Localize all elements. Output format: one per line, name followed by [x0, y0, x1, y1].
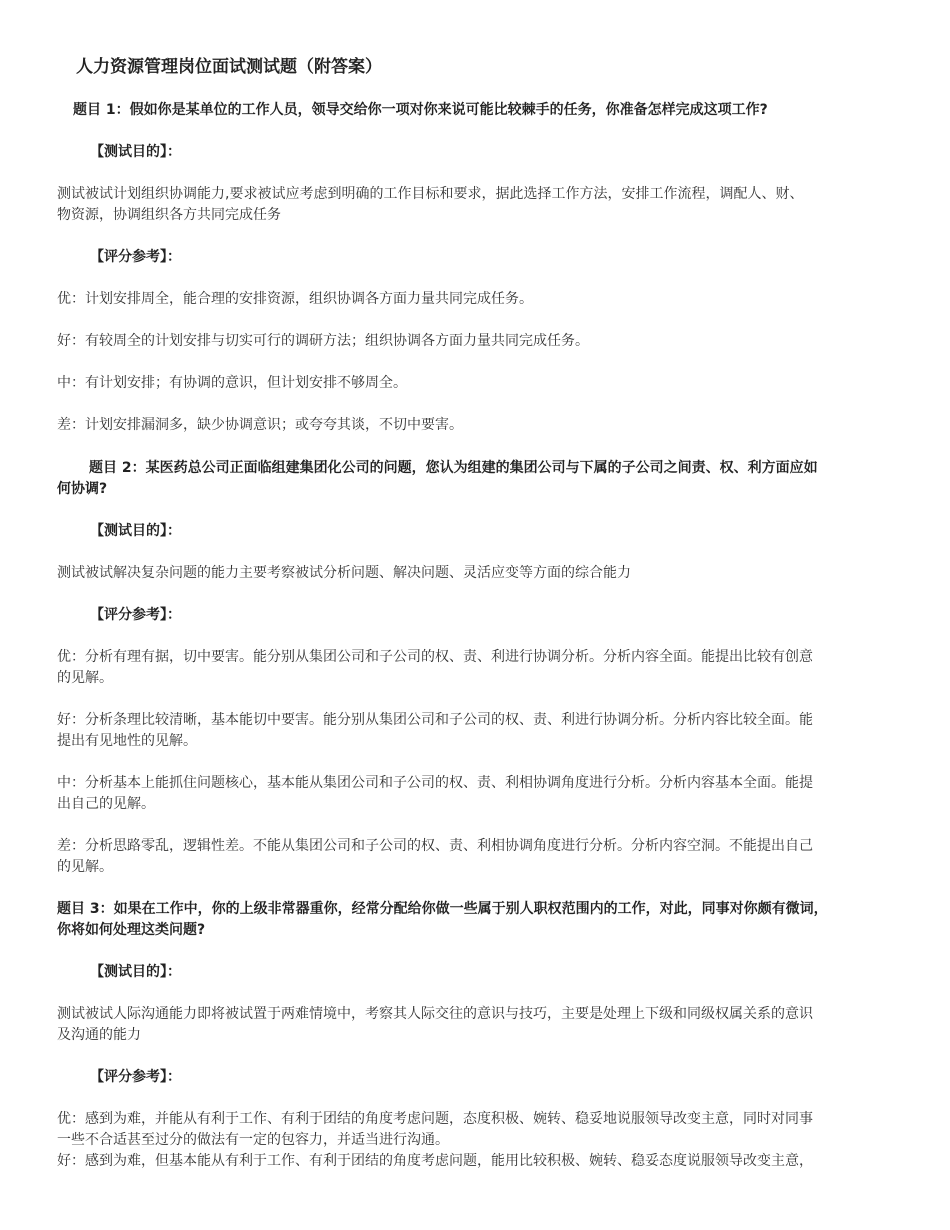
question-1-grade-poor: 差：计划安排漏洞多，缺少协调意识；或夸夸其谈，不切中要害。 — [57, 417, 463, 433]
question-2-grade-medium: 中：分析基本上能抓住问题核心，基本能从集团公司和子公司的权、责、利相协调角度进行分析。分析内容基本全面。能提 出自己的见解。 — [57, 775, 813, 812]
question-1-purpose-text: 测试被试计划组织协调能力,要求被试应考虑到明确的工作目标和要求，据此选择工作方法，安排工作流程，调配人、财、 物资源，协调组织各方共同完成任务 — [57, 186, 804, 223]
question-3-purpose-text: 测试被试人际沟通能力即将被试置于两难情境中，考察其人际交往的意识与技巧，主要是处理上下级和同级权属关系的意识 及沟通的能力 — [57, 1006, 813, 1043]
question-3-grade-good: 好：感到为难，但基本能从有利于工作、有利于团结的角度考虑问题，能用比较积极、婉转、稳妥态度说服领导改变主意， — [57, 1153, 813, 1169]
question-2-grade-excellent: 优：分析有理有据，切中要害。能分别从集团公司和子公司的权、责、利进行协调分析。分析内容全面。能提出比较有创意 的见解。 — [57, 649, 813, 686]
question-1-grade-medium: 中：有计划安排；有协调的意识，但计划安排不够周全。 — [57, 375, 407, 391]
question-3-grade-excellent: 优：感到为难，并能从有利于工作、有利于团结的角度考虑问题，态度积极、婉转、稳妥地说服领导改变主意，同时对同事 一些不合适甚至过分的做法有一定的包容力，并适当进行沟通。 — [57, 1111, 813, 1148]
question-1-scoring-heading: 【评分参考】： — [90, 249, 181, 265]
document-title: 人力资源管理岗位面试测试题（附答案） — [76, 57, 382, 77]
question-2-scoring-heading: 【评分参考】： — [90, 607, 181, 623]
question-2-grade-good: 好：分析条理比较清晰，基本能切中要害。能分别从集团公司和子公司的权、责、利进行协调分析。分析内容比较全面。能 提出有见地性的见解。 — [57, 712, 813, 749]
question-2-purpose-text: 测试被试解决复杂问题的能力主要考察被试分析问题、解决问题、灵活应变等方面的综合能力 — [57, 565, 631, 581]
question-1-grade-good: 好：有较周全的计划安排与切实可行的调研方法；组织协调各方面力量共同完成任务。 — [57, 333, 589, 349]
question-3-scoring-heading: 【评分参考】： — [90, 1069, 181, 1085]
question-1-grade-excellent: 优：计划安排周全，能合理的安排资源，组织协调各方面力量共同完成任务。 — [57, 291, 533, 307]
question-2-grade-poor: 差：分析思路零乱，逻辑性差。不能从集团公司和子公司的权、责、利相协调角度进行分析。分析内容空洞。不能提出自己 的见解。 — [57, 838, 813, 875]
question-3-purpose-heading: 【测试目的】： — [90, 964, 181, 980]
question-2-text: 题目 2：某医药总公司正面临组建集团化公司的问题，您认为组建的集团公司与下属的子公司之间责、权、利方面应如 何协调? — [57, 460, 818, 497]
question-3-text: 题目 3：如果在工作中，你的上级非常器重你，经常分配给你做一些属于别人职权范围内的工作，对此，同事对你颇有微词， 你将如何处理这类问题? — [57, 901, 828, 938]
question-2-purpose-heading: 【测试目的】： — [90, 523, 181, 539]
question-1-purpose-heading: 【测试目的】： — [90, 144, 181, 160]
question-1-text: 题目 1：假如你是某单位的工作人员，领导交给你一项对你来说可能比较棘手的任务，你准备怎样完成这项工作? — [73, 102, 768, 118]
